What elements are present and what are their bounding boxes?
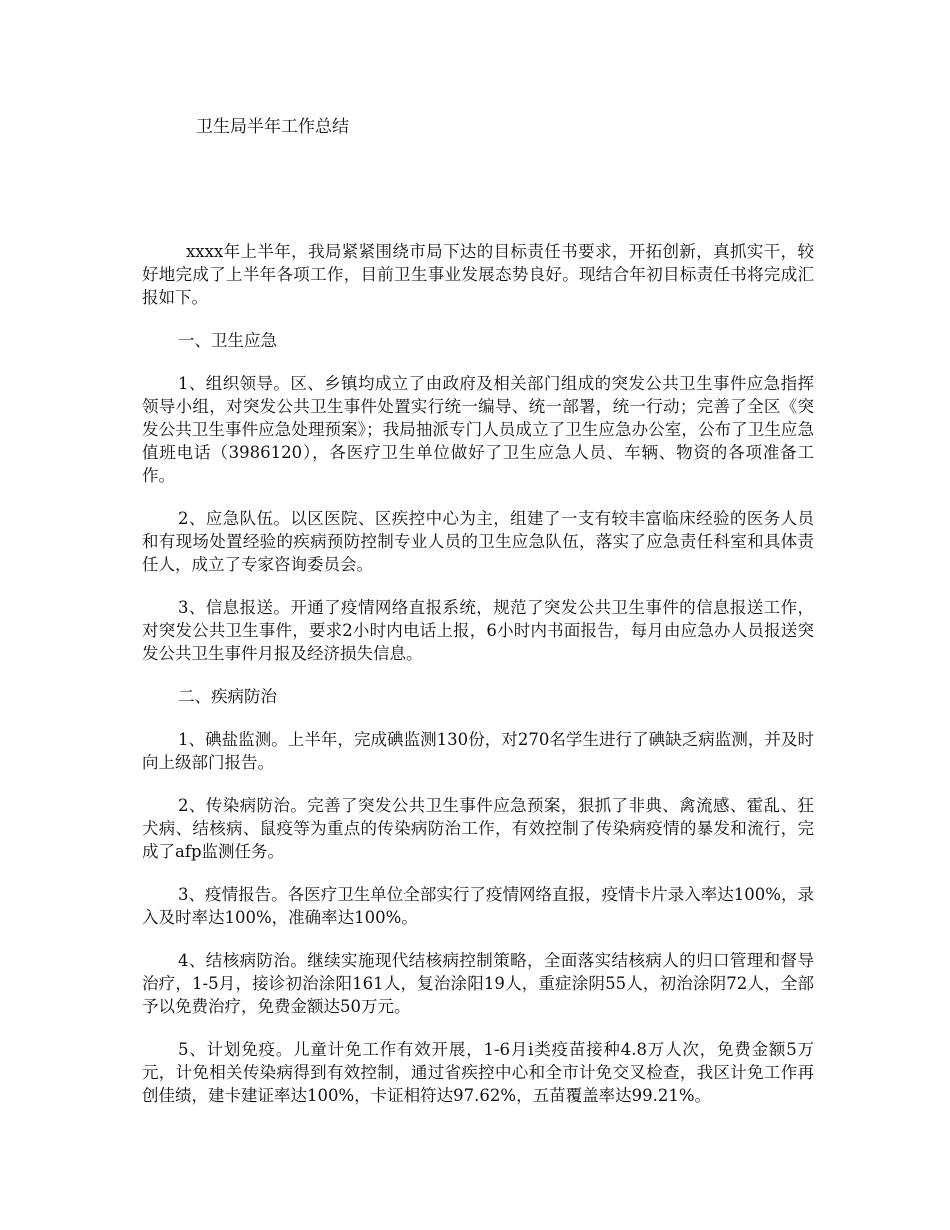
paragraph-tuberculosis: 4、结核病防治。继续实施现代结核病控制策略，全面落实结核病人的归口管理和督导治疗，1-5月，接诊初治涂阳161人，复治涂阳19人，重症涂阴55人，初治涂阴72人，全部予以免费治疗，免费金额达50万元。 <box>142 951 814 1016</box>
section-heading-emergency: 一、卫生应急 <box>178 331 277 350</box>
paragraph-emergency-team: 2、应急队伍。以区医院、区疾控中心为主，组建了一支有较丰富临床经验的医务人员和有现场处置经验的疾病预防控制专业人员的卫生应急队伍，落实了应急责任科室和具体责任人，成立了专家咨询委员会。 <box>142 509 814 574</box>
paragraph-info-reporting: 3、信息报送。开通了疫情网络直报系统，规范了突发公共卫生事件的信息报送工作，对突发公共卫生事件，要求2小时内电话上报，6小时内书面报告，每月由应急办人员报送突发公共卫生事件月报及经济损失信息。 <box>142 598 814 663</box>
document-title: 卫生局半年工作总结 <box>196 117 349 137</box>
paragraph-immunization: 5、计划免疫。儿童计免工作有效开展，1-6月i类疫苗接种4.8万人次，免费金额5万元，计免相关传染病得到有效控制，通过省疾控中心和全市计免交叉检查，我区计免工作再创佳绩，建卡建证率达100%，卡证相符达97.62%，五苗覆盖率达99.21%。 <box>142 1040 814 1105</box>
paragraph-iodine-monitoring: 1、碘盐监测。上半年，完成碘监测130份，对270名学生进行了碘缺乏病监测，并及时向上级部门报告。 <box>142 730 814 772</box>
intro-paragraph: xxxx年上半年，我局紧紧围绕市局下达的目标责任书要求，开拓创新，真抓实干，较好地完成了上半年各项工作，目前卫生事业发展态势良好。现结合年初目标责任书将完成汇报如下。 <box>142 242 814 307</box>
section-heading-disease-control: 二、疾病防治 <box>178 687 277 706</box>
paragraph-infectious-disease: 2、传染病防治。完善了突发公共卫生事件应急预案，狠抓了非典、禽流感、霍乱、狂犬病、结核病、鼠疫等为重点的传染病防治工作，有效控制了传染病疫情的暴发和流行，完成了afp监测任务。 <box>142 796 814 861</box>
paragraph-organization: 1、组织领导。区、乡镇均成立了由政府及相关部门组成的突发公共卫生事件应急指挥领导小组，对突发公共卫生事件处置实行统一编导、统一部署，统一行动；完善了全区《突发公共卫生事件应急处理预案》；我局抽派专门人员成立了卫生应急办公室，公布了卫生应急值班电话（3986120），各医疗卫生单位做好了卫生应急人员、车辆、物资的各项准备工作。 <box>142 374 814 485</box>
paragraph-epidemic-report: 3、疫情报告。各医疗卫生单位全部实行了疫情网络直报，疫情卡片录入率达100%，录入及时率达100%，准确率达100%。 <box>142 885 814 927</box>
document-body <box>142 240 814 1127</box>
